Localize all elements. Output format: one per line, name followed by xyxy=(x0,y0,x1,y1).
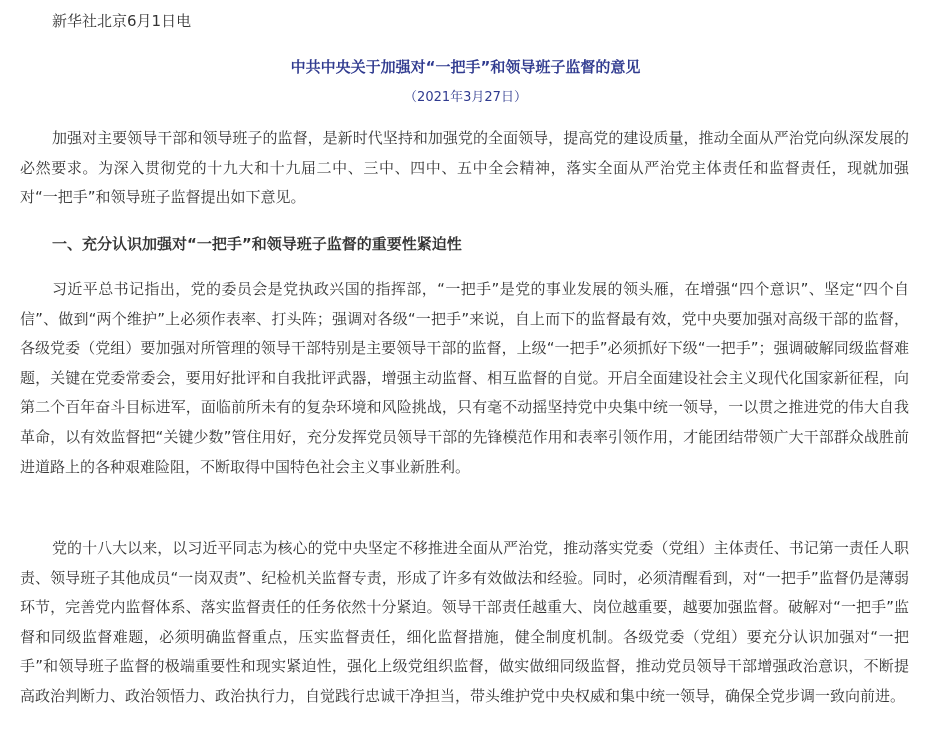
section-paragraph-1: 习近平总书记指出，党的委员会是党执政兴国的指挥部，“一把手”是党的事业发展的领头雁，在增强“四个意识”、坚定“四个自信”、做到“两个维护”上必须作表率、打头阵；强调对各级“一把手”来说，自上而下的监督最有效，党中央要加强对高级干部的监督，各级党委（党组）要加强对所管理的领导干部特别是主要领导干部的监督，上级“一把手”必须抓好下级“一把手”；强调破解同级监督难题，关键在党委常委会，要用好批评和自我批评武器，增强主动监督、相互监督的自觉。开启全面建设社会主义现代化国家新征程，向第二个百年奋斗目标进军，面临前所未有的复杂环境和风险挑战，只有毫不动摇坚持党中央集中统一领导，一以贯之推进党的伟大自我革命，以有效监督把“关键少数”管住用好，充分发挥党员领导干部的先锋模范作用和表率引领作用，才能团结带领广大干部群众战胜前进道路上的各种艰难险阻，不断取得中国特色社会主义事业新胜利。 xyxy=(20,280,909,476)
section-heading: 一、充分认识加强对“一把手”和领导班子监督的重要性紧迫性 xyxy=(52,235,462,253)
dateline: 新华社北京6月1日电 xyxy=(52,12,192,30)
intro-paragraph: 加强对主要领导干部和领导班子的监督，是新时代坚持和加强党的全面领导，提高党的建设质量，推动全面从严治党向纵深发展的必然要求。为深入贯彻党的十九大和十九届二中、三中、四中、五中全会精神，落实全面从严治党主体责任和监督责任，现就加强对“一把手”和领导班子监督提出如下意见。 xyxy=(20,129,909,207)
article-title: 中共中央关于加强对“一把手”和领导班子监督的意见 xyxy=(290,58,641,76)
section-paragraph-2: 党的十八大以来，以习近平同志为核心的党中央坚定不移推进全面从严治党，推动落实党委（党组）主体责任、书记第一责任人职责、领导班子其他成员“一岗双责”、纪检机关监督专责，形成了许多有效做法和经验。同时，必须清醒看到，对“一把手”监督仍是薄弱环节，完善党内监督体系、落实监督责任的任务依然十分紧迫。领导干部责任越重大、岗位越重要，越要加强监督。破解对“一把手”监督和同级监督难题，必须明确监督重点，压实监督责任，细化监督措施，健全制度机制。各级党委（党组）要充分认识加强对“一把手”和领导班子监督的极端重要性和现实紧迫性，强化上级党组织监督，做实做细同级监督，推动党员领导干部增强政治意识，不断提高政治判断力、政治领悟力、政治执行力，自觉践行忠诚干净担当，带头维护党中央权威和集中统一领导，确保全党步调一致向前进。 xyxy=(20,539,909,705)
article-date: （2021年3月27日） xyxy=(404,90,527,105)
